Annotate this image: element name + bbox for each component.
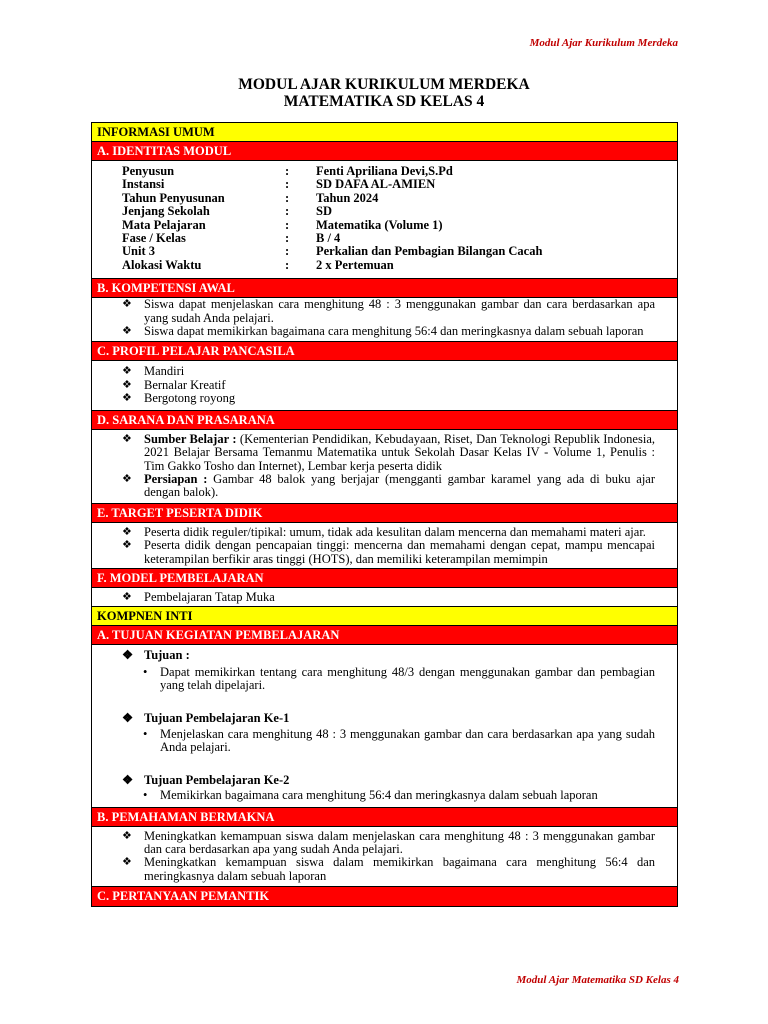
identity-key: Tahun Penyusunan bbox=[122, 190, 225, 205]
kompetensi-list bbox=[92, 298, 677, 338]
list-item-text: Bernalar Kreatif bbox=[144, 377, 226, 392]
list-item bbox=[122, 473, 655, 500]
model-pembelajaran-header: F. MODEL PEMBELAJARAN bbox=[92, 569, 677, 588]
list-item bbox=[122, 856, 655, 883]
group-title-text: Tujuan Pembelajaran Ke-2 bbox=[144, 772, 290, 787]
list-item bbox=[143, 728, 655, 755]
list-item-text: Meningkatkan kemampuan siswa dalam menjelaskan cara menghitung 48 : 3 menggunakan gambar dan cara berdasarkan apa yang sudah Anda pelajari. bbox=[144, 828, 655, 856]
sarana-prasarana-header: D. SARANA DAN PRASARANA bbox=[92, 411, 677, 430]
diamond-bullet-icon: ❖ bbox=[122, 590, 132, 603]
kompnen-inti-header: KOMPNEN INTI bbox=[92, 607, 677, 626]
diamond-bullet-icon: ❖ bbox=[122, 525, 132, 538]
page-title bbox=[0, 76, 768, 110]
title-line-1: MODUL AJAR KURIKULUM MERDEKA bbox=[238, 76, 530, 93]
diamond-bullet-icon: ❖ bbox=[122, 432, 132, 445]
diamond-bullet-icon: ❖ bbox=[122, 539, 132, 552]
model-list bbox=[92, 591, 677, 604]
list-item bbox=[122, 392, 655, 405]
identity-colon: : bbox=[285, 231, 290, 246]
pertanyaan-pemantik-header: C. PERTANYAAN PEMANTIK bbox=[92, 887, 677, 906]
list-item bbox=[122, 298, 655, 325]
footer-note: Modul Ajar Matematika SD Kelas 4 bbox=[516, 974, 679, 986]
identitas-section bbox=[92, 161, 677, 279]
list-item-text: Peserta didik reguler/tipikal: umum, tidak ada kesulitan dalam mencerna dan memahami materi ajar. bbox=[144, 524, 646, 539]
pemahaman-section bbox=[92, 827, 677, 888]
pemahaman-list bbox=[92, 830, 677, 884]
diamond-bullet-icon: ❖ bbox=[122, 392, 132, 405]
list-item-text: Gambar 48 balok yang berjajar (mengganti gambar karamel yang ada di buku ajar dengan balok). bbox=[144, 471, 655, 500]
list-item-text: Siswa dapat memikirkan bagaimana cara menghitung 56:4 dan meringkasnya dalam sebuah laporan bbox=[144, 324, 644, 339]
dot-bullet-icon: • bbox=[143, 726, 148, 741]
tujuan-group-title bbox=[92, 712, 677, 725]
list-item-text: Dapat memikirkan tentang cara menghitung 48/3 dengan menggunakan gambar dan pembagian yang telah dipelajari. bbox=[160, 664, 655, 693]
profil-list bbox=[92, 365, 677, 405]
title-line-2: MATEMATIKA SD KELAS 4 bbox=[283, 93, 485, 110]
list-item-text: Siswa dapat menjelaskan cara menghitung 48 : 3 menggunakan gambar dan cara berdasarkan apa yang sudah Anda pelajari. bbox=[144, 297, 655, 325]
module-table bbox=[91, 122, 678, 907]
identity-key: Alokasi Waktu bbox=[122, 257, 202, 272]
dot-bullet-icon: • bbox=[143, 664, 148, 679]
sarana-list bbox=[92, 433, 677, 500]
list-item-text: Bergotong royong bbox=[144, 391, 236, 406]
list-item-text: Meningkatkan kemampuan siswa dalam memikirkan bagaimana cara menghitung 56:4 dan meringkasnya dalam sebuah laporan bbox=[144, 855, 655, 883]
identity-row bbox=[122, 165, 677, 178]
identity-key: Mata Pelajaran bbox=[122, 217, 206, 232]
list-item-text: Menjelaskan cara menghitung 48 : 3 menggunakan gambar dan cara berdasarkan apa yang sudah Anda pelajari. bbox=[160, 726, 655, 755]
identity-key: Fase / Kelas bbox=[122, 231, 186, 246]
list-item-text: Peserta didik dengan pencapaian tinggi: mencerna dan memahami dengan cepat, mampu mencapai keterampilan berfikir aras tinggi (HOTS), dan memiliki keterampilan memimpin bbox=[144, 538, 655, 566]
identity-key: Jenjang Sekolah bbox=[122, 204, 210, 219]
list-item bbox=[122, 365, 655, 378]
identity-value: SD bbox=[316, 204, 332, 219]
identity-colon: : bbox=[285, 204, 290, 219]
list-item bbox=[143, 789, 655, 802]
identity-value: Tahun 2024 bbox=[316, 190, 379, 205]
identity-value: B / 4 bbox=[316, 231, 341, 246]
profil-section bbox=[92, 361, 677, 410]
group-title-text: Tujuan Pembelajaran Ke-1 bbox=[144, 710, 290, 725]
target-peserta-header: E. TARGET PESERTA DIDIK bbox=[92, 504, 677, 523]
tujuan-list bbox=[92, 789, 677, 802]
diamond-bullet-icon: ❖ bbox=[122, 365, 132, 378]
list-item bbox=[122, 830, 655, 857]
identity-value: SD DAFA AL-AMIEN bbox=[316, 177, 436, 192]
list-item-text: Pembelajaran Tatap Muka bbox=[144, 589, 275, 604]
identity-value: 2 x Pertemuan bbox=[316, 257, 394, 272]
target-section bbox=[92, 523, 677, 569]
identity-colon: : bbox=[285, 217, 290, 232]
tujuan-list bbox=[92, 666, 677, 693]
tujuan-group-title bbox=[92, 649, 677, 662]
tujuan-section bbox=[92, 645, 677, 807]
identity-value: Matematika (Volume 1) bbox=[316, 217, 443, 232]
list-item-text: Memikirkan bagaimana cara menghitung 56:4 dan meringkasnya dalam sebuah laporan bbox=[160, 788, 598, 803]
list-item-label: Persiapan : bbox=[144, 471, 208, 486]
list-item bbox=[122, 433, 655, 473]
diamond-bullet-icon: ❖ bbox=[122, 472, 132, 485]
group-title-text: Tujuan : bbox=[144, 648, 190, 663]
model-section bbox=[92, 588, 677, 607]
diamond-bullet-icon: ❖ bbox=[122, 298, 132, 311]
list-item-label: Sumber Belajar : bbox=[144, 431, 237, 446]
informasi-umum-header: INFORMASI UMUM bbox=[92, 123, 677, 142]
identity-row bbox=[122, 219, 677, 232]
identitas-modul-header: A. IDENTITAS MODUL bbox=[92, 142, 677, 161]
identity-colon: : bbox=[285, 244, 290, 259]
target-list bbox=[92, 526, 677, 566]
tujuan-group-title bbox=[92, 774, 677, 787]
diamond-bullet-icon: ❖ bbox=[122, 378, 132, 391]
list-item bbox=[122, 539, 655, 566]
identity-colon: : bbox=[285, 257, 290, 272]
identity-colon: : bbox=[285, 177, 290, 192]
tujuan-kegiatan-header: A. TUJUAN KEGIATAN PEMBELAJARAN bbox=[92, 626, 677, 645]
sarana-section bbox=[92, 430, 677, 504]
diamond-bullet-icon: ❖ bbox=[122, 325, 132, 338]
list-item-text: (Kementerian Pendidikan, Kebudayaan, Riset, Dan Teknologi Republik Indonesia, 2021 Belajar Bersama Temanmu Matematika untuk Sekolah Dasar Kelas IV - Volume 1, Penulis : Tim Gakko Tosho dan Internet), Lembar kerja peserta didik bbox=[144, 431, 655, 473]
diamond-bullet-icon: ❖ bbox=[122, 710, 134, 725]
identity-colon: : bbox=[285, 190, 290, 205]
identity-row bbox=[122, 205, 677, 218]
diamond-bullet-icon: ❖ bbox=[122, 829, 132, 842]
list-item bbox=[122, 591, 655, 604]
identity-key: Instansi bbox=[122, 177, 165, 192]
diamond-bullet-icon: ❖ bbox=[122, 648, 134, 663]
kompetensi-section bbox=[92, 298, 677, 342]
identity-value: Perkalian dan Pembagian Bilangan Cacah bbox=[316, 244, 543, 259]
tujuan-list bbox=[92, 728, 677, 755]
list-item bbox=[122, 526, 655, 539]
diamond-bullet-icon: ❖ bbox=[122, 856, 132, 869]
identity-key: Penyusun bbox=[122, 164, 175, 178]
identity-row bbox=[122, 245, 677, 258]
profil-pelajar-header: C. PROFIL PELAJAR PANCASILA bbox=[92, 342, 677, 361]
list-item bbox=[122, 379, 655, 392]
identity-colon: : bbox=[285, 164, 290, 178]
list-item bbox=[122, 325, 655, 338]
dot-bullet-icon: • bbox=[143, 788, 148, 803]
diamond-bullet-icon: ❖ bbox=[122, 772, 134, 787]
pemahaman-bermakna-header: B. PEMAHAMAN BERMAKNA bbox=[92, 808, 677, 827]
list-item-text: Mandiri bbox=[144, 364, 185, 379]
identity-row bbox=[122, 259, 677, 272]
header-note: Modul Ajar Kurikulum Merdeka bbox=[529, 37, 678, 49]
identity-key: Unit 3 bbox=[122, 244, 155, 259]
list-item bbox=[143, 666, 655, 693]
kompetensi-awal-header: B. KOMPETENSI AWAL bbox=[92, 279, 677, 298]
identity-value: Fenti Apriliana Devi,S.Pd bbox=[316, 164, 453, 178]
identity-row bbox=[122, 178, 677, 191]
identity-row bbox=[122, 232, 677, 245]
identity-row bbox=[122, 192, 677, 205]
